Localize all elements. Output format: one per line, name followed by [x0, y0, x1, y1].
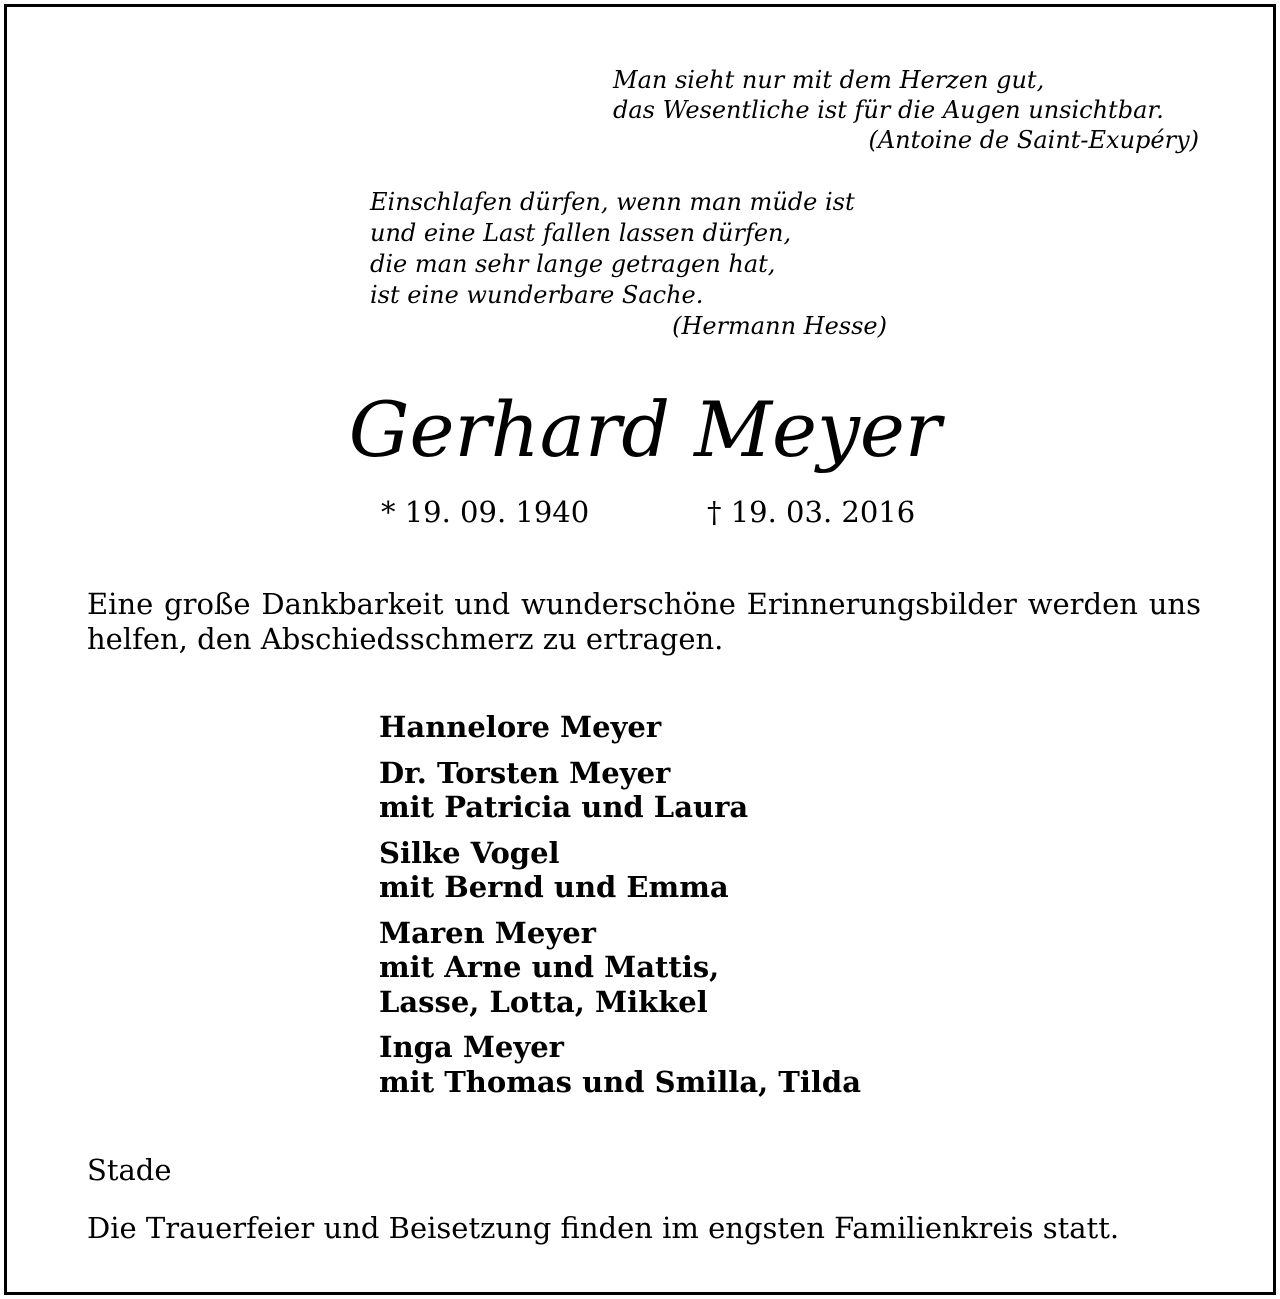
intro-text	[87, 587, 1201, 657]
family-line: Hannelore Meyer	[379, 710, 662, 744]
family-group	[379, 916, 861, 1020]
quote-line: ist eine wunderbare Sache.	[370, 281, 704, 309]
family-line: Silke Vogel	[379, 835, 560, 870]
place-name: Stade	[87, 1153, 172, 1187]
deceased-name: Gerhard Meyer	[348, 385, 942, 474]
death-date: † 19. 03. 2016	[707, 495, 916, 529]
quote-line: Einschlafen dürfen, wenn man müde ist	[370, 188, 855, 216]
family-group	[379, 1030, 861, 1099]
quote-line: das Wesentliche ist für die Augen unsichtbar.	[613, 96, 1164, 124]
intro-line: helfen, den Abschiedsschmerz zu ertragen.	[87, 622, 724, 656]
family-line: Dr. Torsten Meyer	[379, 755, 671, 790]
family-line: mit Bernd und Emma	[379, 870, 729, 904]
family-line: Lasse, Lotta, Mikkel	[379, 984, 708, 1019]
family-line: Inga Meyer	[379, 1030, 564, 1064]
quote-line: Man sieht nur mit dem Herzen gut,	[613, 66, 1045, 94]
family-list	[379, 710, 861, 1110]
family-group	[379, 836, 861, 905]
quote-line: die man sehr lange getragen hat,	[370, 250, 776, 278]
intro-line: Eine große Dankbarkeit und wunderschöne Erinnerungsbilder werden uns	[87, 587, 1201, 621]
quote-saint-exupery	[613, 65, 1199, 155]
family-line: Maren Meyer	[379, 915, 596, 950]
birth-date: * 19. 09. 1940	[381, 495, 590, 529]
funeral-notice: Die Trauerfeier und Beisetzung finden im engsten Familienkreis statt.	[87, 1211, 1120, 1245]
family-group	[379, 710, 861, 745]
family-group	[379, 756, 861, 825]
obituary-notice	[4, 4, 1276, 1295]
family-line: mit Arne und Mattis,	[379, 950, 720, 984]
quote-line: und eine Last fallen lassen dürfen,	[370, 219, 792, 247]
quote-attribution: (Antoine de Saint-Exupéry)	[868, 126, 1199, 154]
quote-attribution: (Hermann Hesse)	[672, 312, 887, 340]
quote-hesse	[370, 187, 887, 342]
family-line: mit Patricia und Laura	[379, 790, 749, 824]
family-line: mit Thomas und Smilla, Tilda	[379, 1064, 861, 1099]
